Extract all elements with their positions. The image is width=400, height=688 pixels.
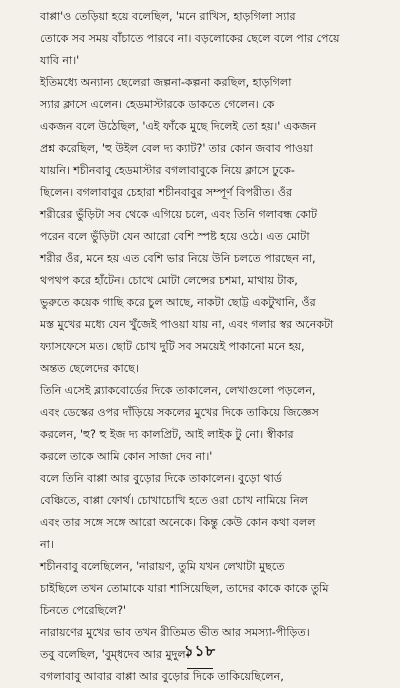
paragraph — [16, 6, 386, 72]
paragraph — [16, 468, 386, 556]
text-line: শরীর ওঁর, মনে হয় এত বেশি ভার নিয়ে উনি চলতে পারছেন না, — [40, 252, 316, 265]
text-line: তবু বলেছিল, 'বুম্ধদেব আর মুদুল।' — [40, 648, 193, 661]
text-line: বেঞ্চিতে, বাপ্পা ফোর্থ। চোখাচোখি হতে ওরা চোখ নামিয়ে নিল — [40, 494, 308, 507]
paragraph — [16, 72, 386, 380]
text-line: একজন বলে উঠেছিল, 'এই ফাঁকে মুছে দিলেই তো হয়।' একজন — [40, 120, 317, 133]
text-line: বলে তিনি বাপ্পা আর বুড়োর দিকে তাকালেন। বুড়ো থার্ড — [40, 472, 282, 485]
text-line: চাইছিলে তখন তোমাকে যারা শাসিয়েছিল, তাদের কাকে কাকে তুমি — [40, 582, 329, 595]
page-number: ১১৮ — [0, 640, 400, 669]
paragraph — [16, 666, 386, 688]
text-line: না। — [40, 538, 54, 551]
text-line: যায়নি। শচীনবাবু হেডমাস্টার বগলাবাবুকে নিয়ে ক্লাসে ঢুকে- — [40, 164, 295, 177]
text-line: এবং তার সঙ্গে সঙ্গে আরো অনেকে। কিন্তু কেউ কোন কথা বলল — [40, 516, 316, 529]
text-line: ভুরুতে কয়েক গাছি করে চুল আছে, নাকটা ছোট্ট একটুখানি, ওঁর — [40, 296, 316, 309]
text-line: থপথপ করে হাঁটেন। চোখে মোটা লেন্সের চশমা, মাথায় টাক, — [40, 274, 298, 287]
text-line: ছিলেন। বগলাবাবুর চেহারা শচীনবাবুর সম্পূর্ণ বিপরীত। ওঁর — [40, 186, 293, 199]
text-line: স্যার ক্লাসে এলেন। হেডমাস্টারকে ডাকতে গেলেন। কে — [40, 98, 275, 111]
text-line: পরেন বলে ভুঁড়িটা যেন আরো বেশি স্পষ্ট হয়ে ওঠে। এত মোটা — [40, 230, 310, 243]
text-line: করলে তাকে আমি কোন সাজা দেব না।' — [40, 450, 213, 463]
text-line: এবং ডেস্কের ওপর দাঁড়িয়ে সকলের মুখের দিকে তাকিয়ে জিজ্ঞেস — [40, 406, 319, 419]
text-line: প্রশ্ন করেছিল, 'হু উইল বেল দ্য ক্যাট?' তার কোন জবাব পাওয়া — [40, 142, 313, 155]
text-line: ফ্যাসফেসে মত। ছোট চোখ দুটি সব সময়েই পাকানো মনে হয়, — [40, 340, 305, 353]
text-line: মস্ত মুখের মধ্যে যেন খুঁজেই পাওয়া যায় না, এবং গলার স্বর অনেকটা — [40, 318, 334, 331]
text-line: নারায়ণের মুখের ভাব তখন রীতিমত ভীত আর সমস্যা-পীড়িত। — [40, 626, 310, 639]
text-line: শচীনবাবু বলেছিলেন, 'নারায়ণ, তুমি যখন লেখাটা মুছতে — [40, 560, 285, 573]
paragraph — [16, 556, 386, 622]
text-line: করলেন, 'হু? হু ইজ দ্য কালপ্রিট, আই লাইক টু নো। স্বীকার — [40, 428, 294, 441]
text-line: শরীরের ভুঁড়িটা সব থেকে এগিয়ে চলে, এবং তিনি গলাবন্ধ কোট — [40, 208, 318, 221]
text-line: ইতিমধ্যে অন্যান্য ছেলেরা জল্পনা-কল্পনা করছিল, হাড়গিলা — [40, 76, 292, 89]
text-line: বাপ্পা'ও তেড়িয়া হয়ে বলেছিল, 'মনে রাখিস, হাড়গিলা স্যার — [40, 10, 296, 23]
text-line: অন্তত ছেলেদের কাছে। — [40, 362, 139, 375]
text-line: তিনি এসেই ব্ল্যাকবোর্ডের দিকে তাকালেন, লেখাগুলো পড়লেন, — [40, 384, 316, 397]
text-block — [16, 6, 386, 688]
text-line: চিনতে পেরেছিলে?' — [40, 604, 126, 617]
paragraph — [16, 380, 386, 468]
text-line: যাবি না।' — [40, 54, 80, 67]
text-line: বগলাবাবু আবার বাপ্পা আর বুড়োর দিকে তাকিয়েছিলেন, — [40, 670, 284, 683]
text-line: তোকে সব সময় বাঁচাতে পারবে না। বড়লোকের ছেলে বলে পার পেয়ে — [40, 32, 340, 45]
